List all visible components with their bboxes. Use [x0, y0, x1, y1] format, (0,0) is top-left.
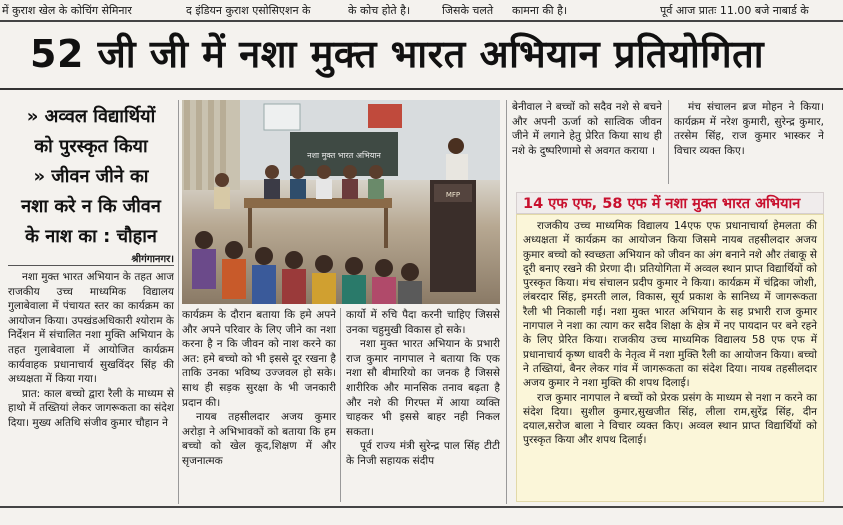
column-divider: [340, 308, 341, 502]
subheadline: [8, 102, 174, 252]
paragraph: राज कुमार नागपाल ने बच्चों को प्रेरक प्रसंग के माध्यम से नशा न करने का संदेश दिया। सुशील कुमार,सुखजीत सिंह, लीला राम,सुरेंद्र सिंह, दीन दयाल,सरोज बाला ने विचार व्यक्त किए। अव्वल स्थान प्राप्त विद्यार्थियों को पुरस्कृत किया और शपथ दिलाई।: [523, 391, 817, 447]
box-heading: 14 एफ एफ, 58 एफ में नशा मुक्त भारत अभियान: [516, 192, 824, 214]
headline-rule: [0, 88, 843, 90]
byline: श्रीगंगानगर।: [131, 254, 174, 265]
podium-label: MFP: [445, 191, 461, 199]
top-fragment-6: पूर्व आज प्रातः 11.00 बजे नाबार्ड के: [660, 4, 809, 17]
top-fragment-2: द इंडियन कुराश एसोसिएशन के: [186, 4, 311, 17]
paragraph: कार्यक्रम के दौरान बताया कि हमे अपने और अपने परिवार के लिए जीने का नशा करना है न कि जीवन को नाश करने का अत: हमे बच्चो को भी इससे दूर रखना है ताकि उनका भविष्य उज्जवल हो सके। साथ ही सड़क सुरक्षा के भी जनकारी प्रदान की।: [182, 309, 336, 409]
top-fragment-1: में कुराश खेल के कोचिंग सेमिनार: [2, 4, 132, 17]
column-divider: [506, 100, 507, 504]
column-divider: [178, 100, 179, 504]
paragraph: नशा मुक्त भारत अभियान के तहत आज राजकीय उच्च माध्यमिक विद्यालय गुलाबेवाला में पंचायत स्तर का कार्यक्रम का आयोजन किया। उपखंडअधिकारी श्योराम के निर्देशन में संचालित नशा मुक्ति अभियान के तहत गुलाबेवाला में आयोजित कार्यक्रम कार्यवाहक प्रधानाचार्य सुखविंदर सिंह की अध्यक्षता में किया गया।: [8, 271, 174, 386]
paragraph: राजकीय उच्च माध्यमिक विद्यालय 14एफ एफ प्रधानाचार्या हेमलता की अध्यक्षता में कार्यक्रम का आयोजन किया जिसमे नायब तहसीलदार अजय कुमार बच्चो को स्वच्छता अभियान को जीवन का अंग बनाने नशे और तंबाकू से दूरी बनाए रखने की प्रेरणा दी। प्रतियोगिता में अव्वल स्थान प्राप्त विद्यार्थियों को पुरस्कृत किया। मंच संचालन प्रदीप कुमार ने किया। कार्यक्रम में चंद्रिका जोशी, लंबरदार सिंह, इमरती लाल, विकास, सूर्य प्रकाश के सानिध्य में जागरूकता रैली भी निकाली गई। नशा मुक्त भारत अभियान के सह प्रभारी राज कुमार नागपाल ने नशा का त्याग कर सदैव शिक्षा के क्षेत्र में नए पायदान पर बने रहने के लिए प्रेरित किया। राजकीय उच्च माध्यमिक विद्यालय 58 एफ एफ में प्रधानाचार्य कृष्ण धावरी के नेतृत्व में नशा मुक्ति रैली का आयोजन किया। बच्चो ने तख्तियां, बैनर लेकर गांव में जागरूकता का संदेश दिया। नायब तहसीलदार अजय कुमार ने नशा मुक्ति की शपथ दिलाई।: [523, 220, 817, 390]
photo-banner-text: नशा मुक्त भारत अभियान: [307, 151, 381, 160]
column-divider: [668, 100, 669, 184]
article-column-mid-2: [346, 308, 500, 502]
paragraph: मंच संचालन ब्रज मोहन ने किया। कार्यक्रम में नरेश कुमारी, सुरेन्द्र कुमार, तरसेम सिंह, राज कुमार भास्कर ने विचार व्यक्त किए।: [674, 101, 824, 157]
top-fragment-4: जिसके चलते: [442, 4, 494, 17]
article-column-left: [8, 270, 174, 500]
top-fragment-3: के कोच होते है।: [348, 4, 411, 17]
bottom-rule: [0, 506, 843, 508]
subheadline-line: » अव्वल विद्यार्थियों: [26, 106, 156, 127]
subheadline-line: » जीवन जीने का: [33, 166, 149, 187]
paragraph: बेनीवाल ने बच्चों को सदैव नशे से बचने और अपनी ऊर्जा को सात्विक जीवन जीने में लगाने हेतु प्रेरित किया साथ ही नशे के दुष्परिणामो से अवगत कराया ।: [512, 101, 662, 157]
paragraph: नायब तहसीलदार अजय कुमार अरोड़ा ने अभिभावकों को बताया कि हम बच्चो को खेल कूद,शिक्षण में और सृजनात्मक: [182, 411, 336, 467]
box-story: [516, 214, 824, 502]
headline: 52 जी जी में नशा मुक्त भारत अभियान प्रतियोगिता: [30, 32, 765, 76]
event-photo-illustration: [182, 100, 500, 304]
top-rule: [0, 20, 843, 22]
paragraph: प्रात: काल बच्चो द्वारा रैली के माध्यम से हाथो में तख्तियां लेकर जागरूकता का संदेश दिया। मुख्य अतिथि संजीव कुमार चौहान ने: [8, 387, 174, 429]
subheadline-line: के नाश का : चौहान: [25, 226, 157, 247]
article-column-top-b: [674, 100, 824, 184]
byline-rule: [8, 265, 174, 266]
article-column-mid-1: [182, 308, 336, 502]
paragraph: नशा मुक्त भारत अभियान के प्रभारी राज कुमार नागपाल ने बताया कि एक नशा सौ बीमारियो का जनक है जिससे शारीरिक और मानसिक तनाव बढ़ता है और नशे की गिरफ्त में आया व्यक्ति चाहकर भी इससे बाहर नही निकल सकता।: [346, 338, 500, 438]
paragraph: कार्यो में रुचि पैदा करनी चाहिए जिससे उनका चहुमुखी विकास हो सके।: [346, 309, 500, 336]
article-column-top-a: [512, 100, 662, 184]
event-photo: [182, 100, 500, 304]
paragraph: पूर्व राज्य मंत्री सुरेन्द्र पाल सिंह टीटी के निजी सहायक संदीप: [346, 440, 500, 467]
subheadline-line: को पुरस्कृत किया: [34, 136, 148, 157]
subheadline-line: नशा करे न कि जीवन: [21, 196, 161, 217]
top-fragment-5: कामना की है।: [512, 4, 568, 17]
